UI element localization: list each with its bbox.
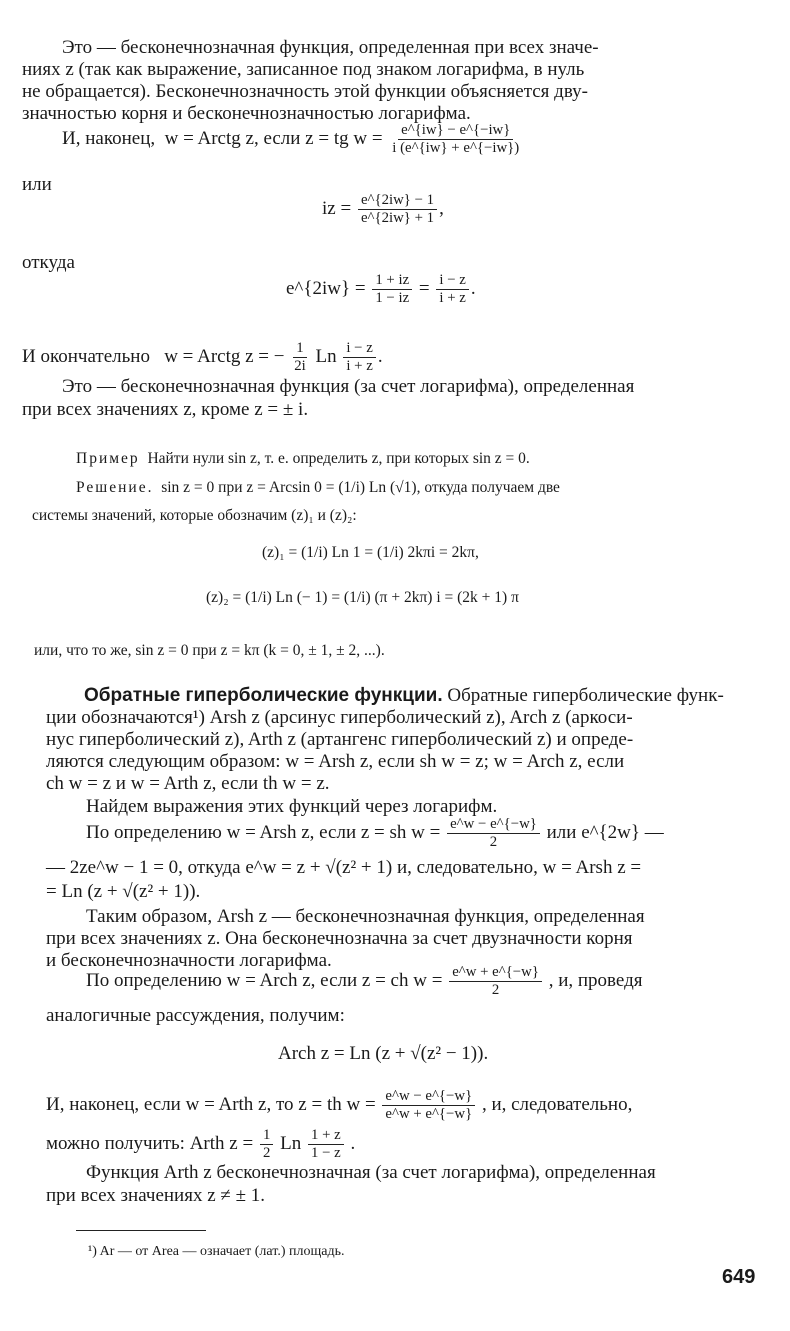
paragraph-line: ниях z (так как выражение, записанное под знаком логарифма, в нуль <box>22 59 585 80</box>
equation-text: = <box>418 277 430 299</box>
fraction <box>260 1127 273 1162</box>
formula-z1: (z)₁ = (1/i) Ln 1 = (1/i) 2kπi = 2kπ, <box>262 544 479 561</box>
equation-text: По определению w = Arsh z, если z = sh w = <box>86 821 441 843</box>
solution-line: или, что то же, sin z = 0 при z = kπ (k = 0, ± 1, ± 2, ...). <box>34 642 385 659</box>
fraction-numerator: i − z <box>343 340 375 358</box>
fraction-numerator: 1 <box>260 1127 273 1145</box>
paragraph-line: аналогичные рассуждения, получим: <box>46 1005 345 1026</box>
paragraph-line: значностью корня и бесконечнозначностью логарифма. <box>22 103 471 124</box>
word-otkuda: откуда <box>22 252 75 273</box>
fraction <box>449 964 542 999</box>
equation-arth-definition <box>46 1088 632 1123</box>
formula-z2: (z)₂ = (1/i) Ln (− 1) = (1/i) (π + 2kπ) i = (2k + 1) π <box>206 589 519 606</box>
formula-arch: Arch z = Ln (z + √(z² − 1)). <box>278 1043 489 1064</box>
paragraph-text: Обратные гиперболические функ- <box>447 685 724 706</box>
solution-text: sin z = 0 при z = Arcsin 0 = (1/i) Ln (√1), откуда получаем две <box>161 479 560 496</box>
equation-e2iw: e^{2iw} = $\frac{1 + iz}{1 - iz}$ = $\frac{i - z}{i + z}$ . <box>286 272 476 307</box>
solution-line: системы значений, которые обозначим (z)₁ и (z)₂: <box>32 507 357 524</box>
example-text: Найти нули sin z, т. е. определить z, при которых sin z = 0. <box>147 450 530 467</box>
fraction-numerator: e^{2iw} − 1 <box>358 192 437 210</box>
fraction-numerator: e^w − e^{−w} <box>447 816 540 834</box>
fraction-denominator: 1 − iz <box>375 290 410 307</box>
fraction-numerator: e^w − e^{−w} <box>382 1088 475 1106</box>
fraction-denominator: i + z <box>346 358 373 375</box>
equation-arctg-final: И окончательно w = Arctg z = − $\frac{1}{2i}$ Ln $\frac{i - z}{i + z}$ . <box>22 340 383 375</box>
fraction-numerator: 1 + iz <box>372 272 412 290</box>
paragraph-line: ch w = z и w = Arth z, если th w = z. <box>46 773 330 794</box>
paragraph-line: Таким образом, Arsh z — бесконечнозначная функция, определенная <box>86 906 645 927</box>
paragraph-line: нус гиперболический z), Arth z (артангенс гиперболический z) и опреде- <box>46 729 634 750</box>
word-ili: или <box>22 174 52 195</box>
equation-arsh-definition <box>86 816 664 851</box>
fraction <box>291 340 309 375</box>
fraction-denominator: i (e^{iw} + e^{−iw}) <box>392 140 520 157</box>
footnote-rule <box>76 1230 206 1231</box>
fraction <box>343 340 375 375</box>
paragraph-line: Это — бесконечнозначная функция, определенная при всех значе- <box>62 37 599 58</box>
paragraph-line: — 2ze^w − 1 = 0, откуда e^w = z + √(z² + 1) и, следовательно, w = Arsh z = <box>46 857 642 878</box>
fraction <box>436 272 468 307</box>
equation-text: iz = <box>322 197 352 219</box>
fraction <box>358 192 437 227</box>
paragraph-line: не обращается). Бесконечнозначность этой функции объясняется дву- <box>22 81 588 102</box>
fraction-denominator: 1 − z <box>310 1145 341 1162</box>
fraction <box>372 272 412 307</box>
paragraph-line: при всех значениях z, кроме z = ± i. <box>22 399 309 420</box>
equation-text: И, наконец, если w = Arth z, то z = th w = <box>46 1093 376 1115</box>
equation-text: w = Arctg z = − <box>164 345 285 367</box>
paragraph-line: Функция Arth z бесконечнозначная (за счет логарифма), определенная <box>86 1162 656 1183</box>
fraction-numerator: i − z <box>436 272 468 290</box>
fraction <box>447 816 540 851</box>
fraction-denominator: 2 <box>262 1145 271 1162</box>
equation-text: , и, следовательно, <box>481 1093 633 1115</box>
fraction-denominator: 2 <box>489 834 498 851</box>
equation-arctg-definition <box>62 122 524 157</box>
equation-text: w = Arctg z, если z = tg w = <box>164 127 383 149</box>
equation-arch-definition <box>86 964 643 999</box>
fraction <box>389 122 522 157</box>
paragraph-line: ции обозначаются¹) Arsh z (арсинус гиперболический z), Arch z (аркоси- <box>46 707 633 728</box>
fraction-denominator: 2i <box>294 358 306 375</box>
fraction-numerator: e^{iw} − e^{−iw} <box>398 122 513 140</box>
footnote: ¹) Ar — от Area — означает (лат.) площадь. <box>88 1244 345 1259</box>
fraction-denominator: e^w + e^{−w} <box>385 1106 473 1123</box>
solution-label: Решение. <box>76 479 154 496</box>
fraction-numerator: e^w + e^{−w} <box>449 964 542 982</box>
equation-text: e^{2iw} = <box>286 277 366 299</box>
section-heading: Обратные гиперболические функции. <box>84 685 443 706</box>
equation-text: можно получить: Arth z = <box>46 1132 254 1154</box>
equation-text: Ln <box>280 1132 302 1154</box>
equation-text: И окончательно <box>22 345 150 367</box>
paragraph-line: Найдем выражения этих функций через логарифм. <box>86 796 498 817</box>
paragraph-line: при всех значениях z. Она бесконечнозначна за счет двузначности корня <box>46 928 633 949</box>
paragraph-line: = Ln (z + √(z² + 1)). <box>46 881 201 902</box>
fraction-denominator: 2 <box>491 982 500 999</box>
equation-text: . <box>350 1132 356 1154</box>
equation-iz: iz = $\frac{e\^{}\{2iw\} - 1}{e\^{}\{2iw\} + 1}$ , <box>322 192 444 227</box>
fraction-denominator: i + z <box>439 290 466 307</box>
paragraph-line: и бесконечнозначности логарифма. <box>46 950 332 971</box>
paragraph-line: ляются следующим образом: w = Arsh z, если sh w = z; w = Arch z, если <box>46 751 625 772</box>
fraction-numerator: 1 + z <box>308 1127 344 1145</box>
paragraph-line: Это — бесконечнозначная функция (за счет логарифма), определенная <box>62 376 635 397</box>
equation-text: , и, проведя <box>548 969 643 991</box>
fraction-numerator: 1 <box>293 340 306 358</box>
paragraph-line: при всех значениях z ≠ ± 1. <box>46 1185 265 1206</box>
fraction-denominator: e^{2iw} + 1 <box>360 210 435 227</box>
equation-text: По определению w = Arch z, если z = ch w = <box>86 969 443 991</box>
example-label: Пример <box>76 450 140 467</box>
fraction <box>308 1127 344 1162</box>
solution-line <box>76 478 560 498</box>
fraction <box>382 1088 475 1123</box>
equation-arth-result <box>46 1127 355 1162</box>
page-number: 649 <box>722 1266 756 1288</box>
example-line <box>76 449 530 469</box>
equation-text: Ln <box>315 345 337 367</box>
section-first-line <box>84 684 724 708</box>
equation-text: или e^{2w} — <box>546 821 664 843</box>
equation-text: И, наконец, <box>62 127 156 149</box>
